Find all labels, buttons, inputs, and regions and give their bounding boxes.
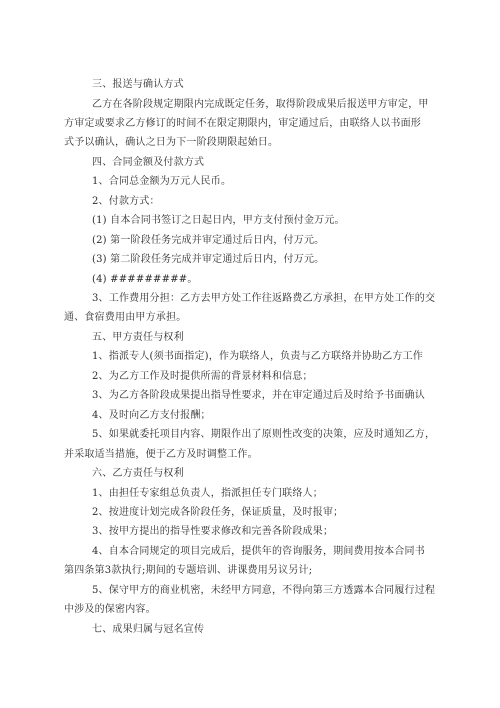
paragraph-line: 第四条第3款执行;期间的专题培训、讲课费用另议另计;	[64, 565, 313, 576]
list-item: (3) 第二阶段任务完成并审定通过后日内，付万元。	[92, 254, 325, 265]
paragraph-line: 方审定或要求乙方修订的时间不在限定期限内，审定通过后，由联络人以书面形	[64, 118, 421, 129]
paragraph-line: 并采取适当措施，便于乙方及时调整工作。	[64, 449, 258, 460]
list-item: 3、为乙方各阶段成果提出指导性要求，并在审定通过后及时给予书面确认	[92, 390, 425, 401]
paragraph-line: 式予以确认，确认之日为下一阶段期限起始日。	[64, 137, 279, 148]
list-item: 5、保守甲方的商业机密，未经甲方同意，不得向第三方透露本合同履行过程	[92, 585, 436, 596]
section-heading: 四、合同金额及付款方式	[92, 157, 205, 168]
section-heading: 七、成果归属与冠名宣传	[92, 624, 205, 635]
list-item: 1、合同总金额为万元人民币。	[92, 176, 232, 187]
list-item: 5、如果就委托项目内容、期限作出了原则性改变的决策，应及时通知乙方，	[92, 429, 436, 440]
list-item: 4、及时向乙方支付报酬；	[92, 410, 211, 421]
list-item: 3、工作费用分担：乙方去甲方处工作往返路费乙方承担，在甲方处工作的交	[92, 293, 436, 304]
list-item: 1、指派专人(须书面指定)，作为联络人，负责与乙方联络并协助乙方工作	[92, 351, 423, 362]
paragraph-line: 乙方在各阶段规定期限内完成既定任务，取得阶段成果后报送甲方审定，甲	[92, 99, 429, 110]
section-heading: 六、乙方责任与权利	[92, 468, 184, 479]
list-item: 4、自本合同规定的项目完成后，提供年的咨询服务，期间费用按本合同书	[92, 546, 425, 557]
list-item: (2) 第一阶段任务完成并审定通过后日内，付万元。	[92, 235, 325, 246]
section-heading: 五、甲方责任与权利	[92, 332, 184, 343]
list-item: 2、为乙方工作及时提供所需的背景材料和信息；	[92, 371, 313, 382]
list-item: 2、付款方式：	[92, 196, 160, 207]
paragraph-line: 中涉及的保密内容。	[64, 604, 156, 615]
list-item: 3、按甲方提出的指导性要求修改和完善各阶段成果；	[92, 526, 334, 537]
paragraph-line: 通、食宿费用由甲方承担。	[64, 312, 187, 323]
list-item: (4) #########。	[92, 274, 198, 285]
list-item: 1、由担任专家组总负责人，指派担任专门联络人；	[92, 488, 323, 499]
list-item: 2、按进度计划完成各阶段任务，保证质量，及时报审；	[92, 507, 344, 518]
list-item: (1) 自本合同书签订之日起日内，甲方支付预付金万元。	[92, 215, 345, 226]
section-heading: 三、报送与确认方式	[92, 79, 184, 90]
